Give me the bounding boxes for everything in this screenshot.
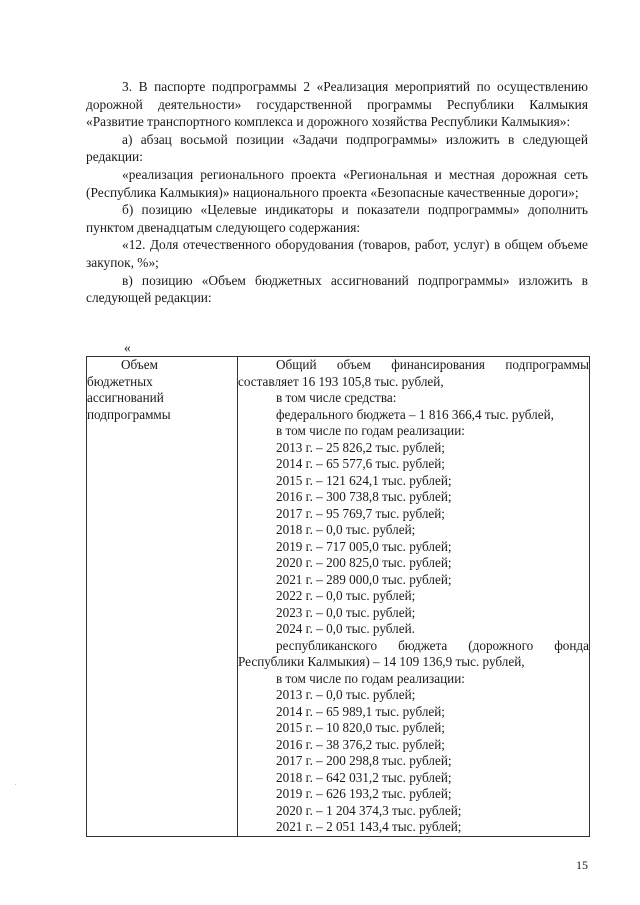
funding-line: 2016 г. – 38 376,2 тыс. рублей; [276,736,445,752]
funding-line: 2022 г. – 0,0 тыс. рублей; [276,588,416,603]
funding-line: в том числе по годам реализации: [276,670,465,686]
page-number: 15 [576,858,588,872]
funding-line: 2023 г. – 0,0 тыс. рублей; [276,604,416,620]
funding-line: федерального бюджета – 1 816 366,4 тыс. рублей, [276,406,554,422]
table-row [87,357,590,837]
position-name-line: подпрограммы [87,406,171,422]
opening-quote: « [124,340,131,355]
funding-line: 2016 г. – 300 738,8 тыс. рублей; [276,489,452,504]
paragraph-3: 3. В паспорте подпрограммы 2 «Реализация мероприятий по осуществлению дорожной деятельности» государственной программы Республики Калмыкия «Развитие транспортного комплекса и дорожного хозяйства Республики Калмыкия»: [86,79,588,130]
funding-line: 2014 г. – 65 577,6 тыс. рублей; [276,456,445,471]
funding-line: 2019 г. – 717 005,0 тыс. рублей; [276,538,452,554]
funding-line: 2020 г. – 1 204 374,3 тыс. рублей; [276,802,462,818]
funding-line: 2013 г. – 0,0 тыс. рублей; [276,687,416,702]
scan-artifact: · [14,780,18,791]
budget-allocation-table [86,356,590,837]
funding-line: 2024 г. – 0,0 тыс. рублей. [276,621,415,636]
paragraph-3a: а) абзац восьмой позиции «Задачи подпрограммы» изложить в следующей редакции: [86,131,588,165]
position-name-line: Объем [121,357,158,372]
position-content-cell [238,357,590,837]
position-name-line: бюджетных [87,373,153,389]
funding-line: 2014 г. – 65 989,1 тыс. рублей; [276,703,445,719]
funding-line: в том числе средства: [276,390,397,405]
funding-line: 2018 г. – 0,0 тыс. рублей; [276,522,416,537]
position-name-cell [87,357,238,837]
paragraph-3a-quote: «реализация регионального проекта «Региональная и местная дорожная сеть (Республика Калмыкия)» национального проекта «Безопасные качественные дороги»; [86,166,588,200]
funding-line: 2017 г. – 200 298,8 тыс. рублей; [276,753,452,768]
funding-line: 2017 г. – 95 769,7 тыс. рублей; [276,505,445,521]
funding-line: 2020 г. – 200 825,0 тыс. рублей; [276,555,452,570]
funding-line: 2019 г. – 626 193,2 тыс. рублей; [276,786,452,801]
funding-line: 2015 г. – 121 624,1 тыс. рублей; [276,472,452,488]
funding-line: Республики Калмыкия) – 14 109 136,9 тыс. рублей, [238,654,525,669]
paragraph-3c: в) позицию «Объем бюджетных ассигнований подпрограммы» изложить в следующей редакции: [86,272,588,306]
amendment-text [86,78,588,307]
funding-line: 2021 г. – 289 000,0 тыс. рублей; [276,571,452,587]
funding-line: 2015 г. – 10 820,0 тыс. рублей; [276,720,445,735]
paragraph-3b: б) позицию «Целевые индикаторы и показатели подпрограммы» дополнить пунктом двенадцатым следующего содержания: [86,202,588,235]
funding-line: 2018 г. – 642 031,2 тыс. рублей; [276,769,452,785]
funding-line: республиканского бюджета (дорожного фонда [276,637,589,653]
funding-line: в том числе по годам реализации: [276,423,465,438]
paragraph-3b-quote: «12. Доля отечественного оборудования (товаров, работ, услуг) в общем объеме закупок, %»; [86,237,588,270]
funding-line: 2013 г. – 25 826,2 тыс. рублей; [276,439,445,455]
position-name-line: ассигнований [87,390,164,405]
funding-line: составляет 16 193 105,8 тыс. рублей, [238,373,444,389]
funding-line: Общий объем финансирования подпрограммы [276,357,589,372]
funding-line: 2021 г. – 2 051 143,4 тыс. рублей; [276,819,462,834]
